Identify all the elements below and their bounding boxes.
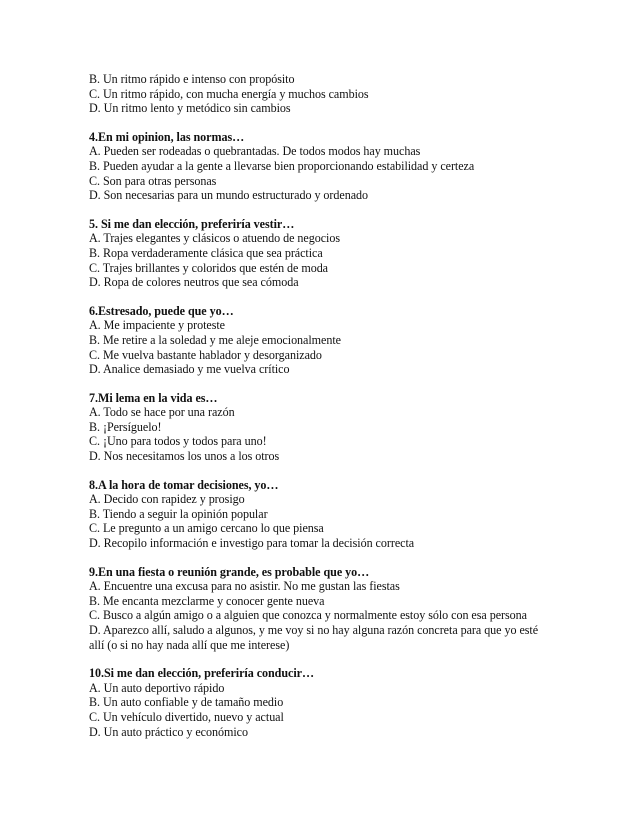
document-page (89, 72, 609, 753)
option-8b: B. Tiendo a seguir la opinión popular (89, 506, 268, 521)
option-8a: A. Decido con rapidez y prosigo (89, 492, 245, 507)
option-3c: C. Un ritmo rápido, con mucha energía y muchos cambios (89, 86, 369, 101)
question-5 (89, 217, 609, 290)
option-3b: B. Un ritmo rápido e intenso con propósito (89, 72, 295, 86)
question-3-continued (89, 72, 609, 116)
option-7c: C. ¡Uno para todos y todos para uno! (89, 434, 267, 449)
question-9 (89, 565, 609, 653)
option-4a: A. Pueden ser rodeadas o quebrantadas. De todos modos hay muchas (89, 144, 421, 159)
option-10d: D. Un auto práctico y económico (89, 724, 248, 739)
option-6d: D. Analice demasiado y me vuelva crítico (89, 362, 290, 377)
option-6b: B. Me retire a la soledad y me aleje emocionalmente (89, 332, 341, 347)
question-4-heading: 4.En mi opinion, las normas… (89, 129, 245, 144)
question-8 (89, 478, 609, 551)
option-6c: C. Me vuelva bastante hablador y desorganizado (89, 347, 322, 362)
option-10b: B. Un auto confiable y de tamaño medio (89, 695, 284, 710)
question-5-heading: 5. Si me dan elección, preferiría vestir… (89, 216, 295, 231)
option-3d: D. Un ritmo lento y metódico sin cambios (89, 101, 291, 116)
option-4c: C. Son para otras personas (89, 173, 217, 188)
option-4d: D. Son necesarias para un mundo estructurado y ordenado (89, 188, 369, 203)
option-10c: C. Un vehículo divertido, nuevo y actual (89, 709, 284, 724)
option-7a: A. Todo se hace por una razón (89, 405, 235, 420)
question-4 (89, 130, 609, 203)
question-7-heading: 7.Mi lema en la vida es… (89, 390, 218, 405)
question-9-heading: 9.En una fiesta o reunión grande, es probable que yo… (89, 564, 370, 579)
question-10 (89, 666, 609, 739)
option-8c: C. Le pregunto a un amigo cercano lo que piensa (89, 521, 324, 536)
option-9c: C. Busco a algún amigo o a alguien que conozca y normalmente estoy sólo con esa persona (89, 608, 527, 623)
option-5a: A. Trajes elegantes y clásicos o atuendo de negocios (89, 231, 340, 246)
option-7d: D. Nos necesitamos los unos a los otros (89, 449, 280, 464)
question-6-heading: 6.Estresado, puede que yo… (89, 303, 234, 318)
option-4b: B. Pueden ayudar a la gente a llevarse bien proporcionando estabilidad y certeza (89, 158, 475, 173)
option-5b: B. Ropa verdaderamente clásica que sea práctica (89, 245, 323, 260)
question-10-heading: 10.Si me dan elección, preferiría conducir… (89, 666, 315, 681)
question-8-heading: 8.A la hora de tomar decisiones, yo… (89, 477, 279, 492)
option-5c: C. Trajes brillantes y coloridos que estén de moda (89, 260, 329, 275)
option-7b: B. ¡Persíguelo! (89, 419, 162, 434)
option-6a: A. Me impaciente y proteste (89, 318, 226, 333)
question-6 (89, 304, 609, 377)
option-8d: D. Recopilo información e investigo para tomar la decisión correcta (89, 536, 415, 551)
option-5d: D. Ropa de colores neutros que sea cómoda (89, 275, 299, 290)
option-9a: A. Encuentre una excusa para no asistir. No me gustan las fiestas (89, 579, 400, 594)
option-10a: A. Un auto deportivo rápido (89, 680, 225, 695)
option-9d: D. Aparezco allí, saludo a algunos, y me voy si no hay alguna razón concreta para que yo esté allí (o si no hay nada allí que me interese) (89, 623, 539, 652)
option-9b: B. Me encanta mezclarme y conocer gente nueva (89, 593, 325, 608)
question-7 (89, 391, 609, 464)
